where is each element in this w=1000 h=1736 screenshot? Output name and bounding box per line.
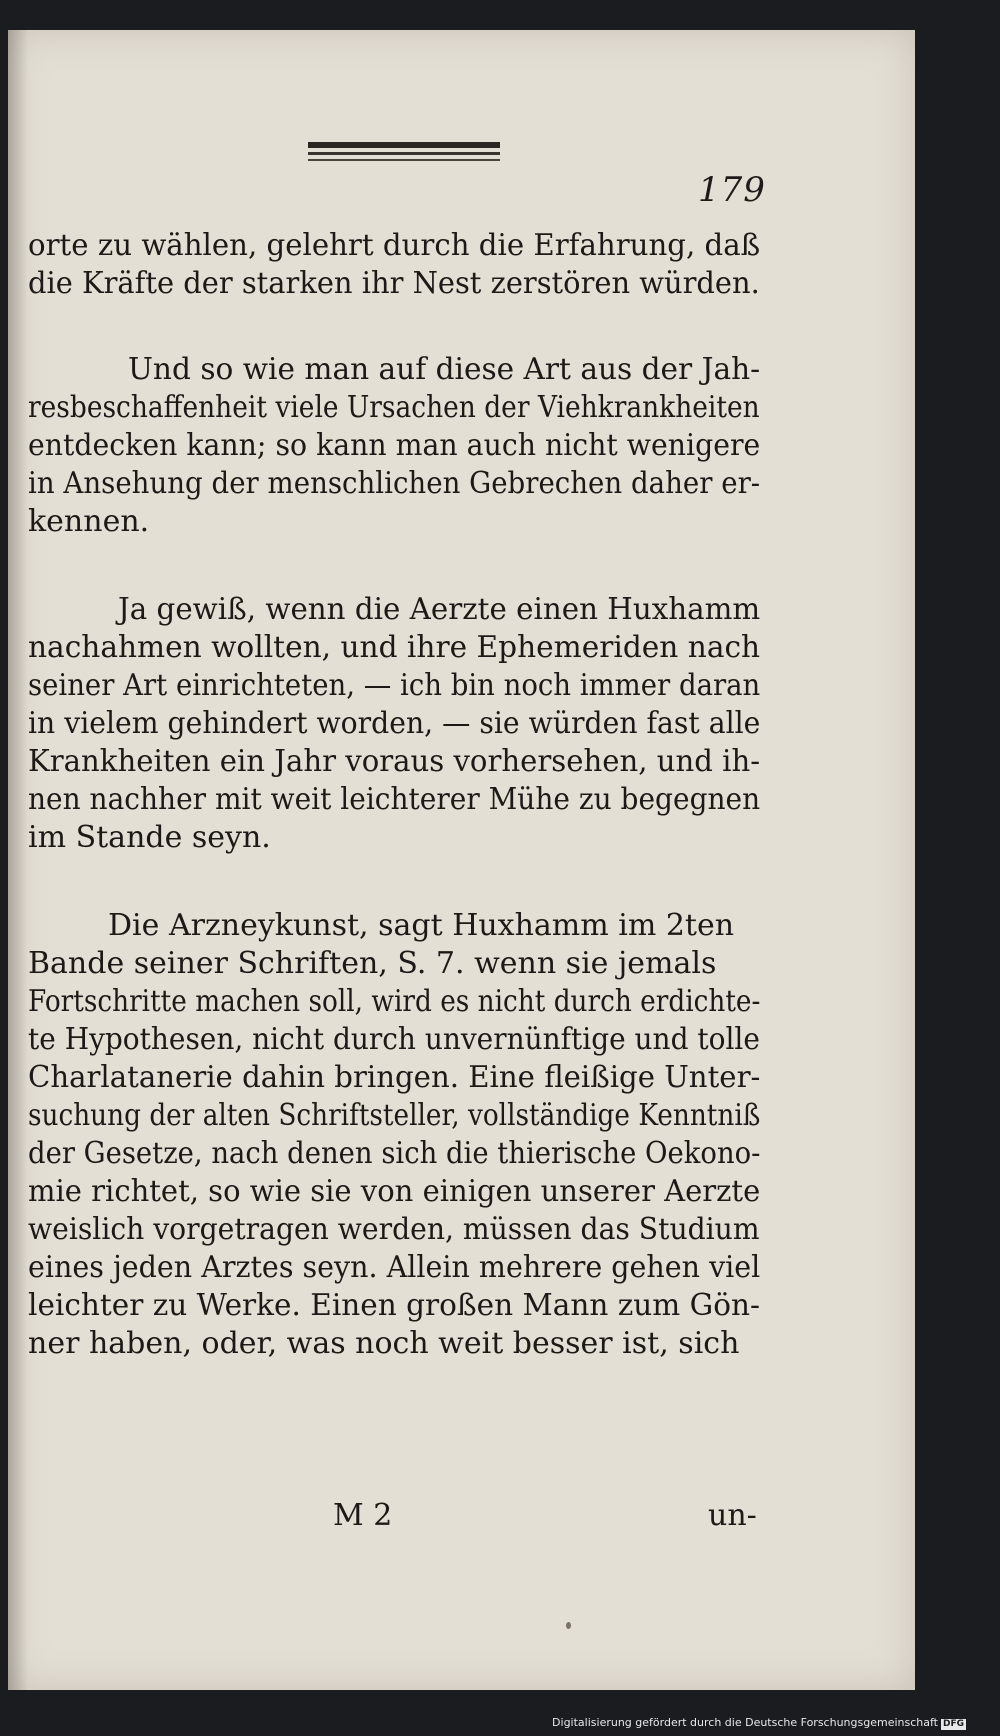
digitization-credit bbox=[552, 1716, 966, 1730]
text-line: nen nachher mit weit leichterer Mühe zu begegnen bbox=[28, 782, 761, 817]
text-line: suchung der alten Schriftsteller, vollständige Kenntniß bbox=[28, 1098, 761, 1133]
text-line: Ja gewiß, wenn die Aerzte einen Huxhamm bbox=[118, 592, 761, 627]
text-line: in Ansehung der menschlichen Gebrechen daher er- bbox=[28, 466, 761, 501]
text-line: weislich vorgetragen werden, müssen das Studium bbox=[28, 1212, 760, 1247]
text-line: orte zu wählen, gelehrt durch die Erfahrung, daß bbox=[28, 228, 761, 263]
text-line: kennen. bbox=[28, 504, 150, 539]
text-line: im Stande seyn. bbox=[28, 820, 271, 855]
text-line: eines jeden Arztes seyn. Allein mehrere gehen viel bbox=[28, 1250, 761, 1285]
text-line: nachahmen wollten, und ihre Ephemeriden nach bbox=[28, 630, 761, 665]
text-line: Krankheiten ein Jahr voraus vorhersehen, und ih- bbox=[28, 744, 761, 779]
page-number: 179 bbox=[698, 170, 766, 210]
dfg-logo: DFG bbox=[942, 1719, 964, 1729]
paper-spot bbox=[566, 1622, 571, 1629]
credit-text: Digitalisierung gefördert durch die Deutsche Forschungsgemeinschaft bbox=[552, 1716, 938, 1729]
text-line: leichter zu Werke. Einen großen Mann zum Gön- bbox=[28, 1288, 760, 1323]
text-line: Charlatanerie dahin bringen. Eine fleißige Unter- bbox=[28, 1060, 761, 1095]
text-line: der Gesetze, nach denen sich die thierische Oekono- bbox=[28, 1136, 761, 1171]
book-page bbox=[8, 30, 915, 1690]
text-line: in vielem gehindert worden, — sie würden fast alle bbox=[28, 706, 761, 741]
signature-mark: M 2 bbox=[333, 1498, 393, 1533]
text-line: mie richtet, so wie sie von einigen unserer Aerzte bbox=[28, 1174, 761, 1209]
text-line: Die Arzneykunst, sagt Huxhamm im 2ten bbox=[108, 908, 735, 943]
text-line: Bande seiner Schriften, S. 7. wenn sie jemals bbox=[28, 946, 717, 981]
text-line: Und so wie man auf diese Art aus der Jah- bbox=[128, 352, 761, 387]
text-line: resbeschaffenheit viele Ursachen der Viehkrankheiten bbox=[28, 390, 760, 425]
text-line: te Hypothesen, nicht durch unvernünftige und tolle bbox=[28, 1022, 760, 1057]
text-line: entdecken kann; so kann man auch nicht wenigere bbox=[28, 428, 761, 463]
header-rule-ornament bbox=[308, 138, 500, 166]
text-line: ner haben, oder, was noch weit besser ist, sich bbox=[28, 1326, 740, 1361]
catchword: un- bbox=[708, 1498, 757, 1533]
text-line: seiner Art einrichteten, — ich bin noch immer daran bbox=[28, 668, 761, 703]
text-line: Fortschritte machen soll, wird es nicht durch erdichte- bbox=[28, 984, 761, 1019]
text-line: die Kräfte der starken ihr Nest zerstören würden. bbox=[28, 266, 760, 301]
